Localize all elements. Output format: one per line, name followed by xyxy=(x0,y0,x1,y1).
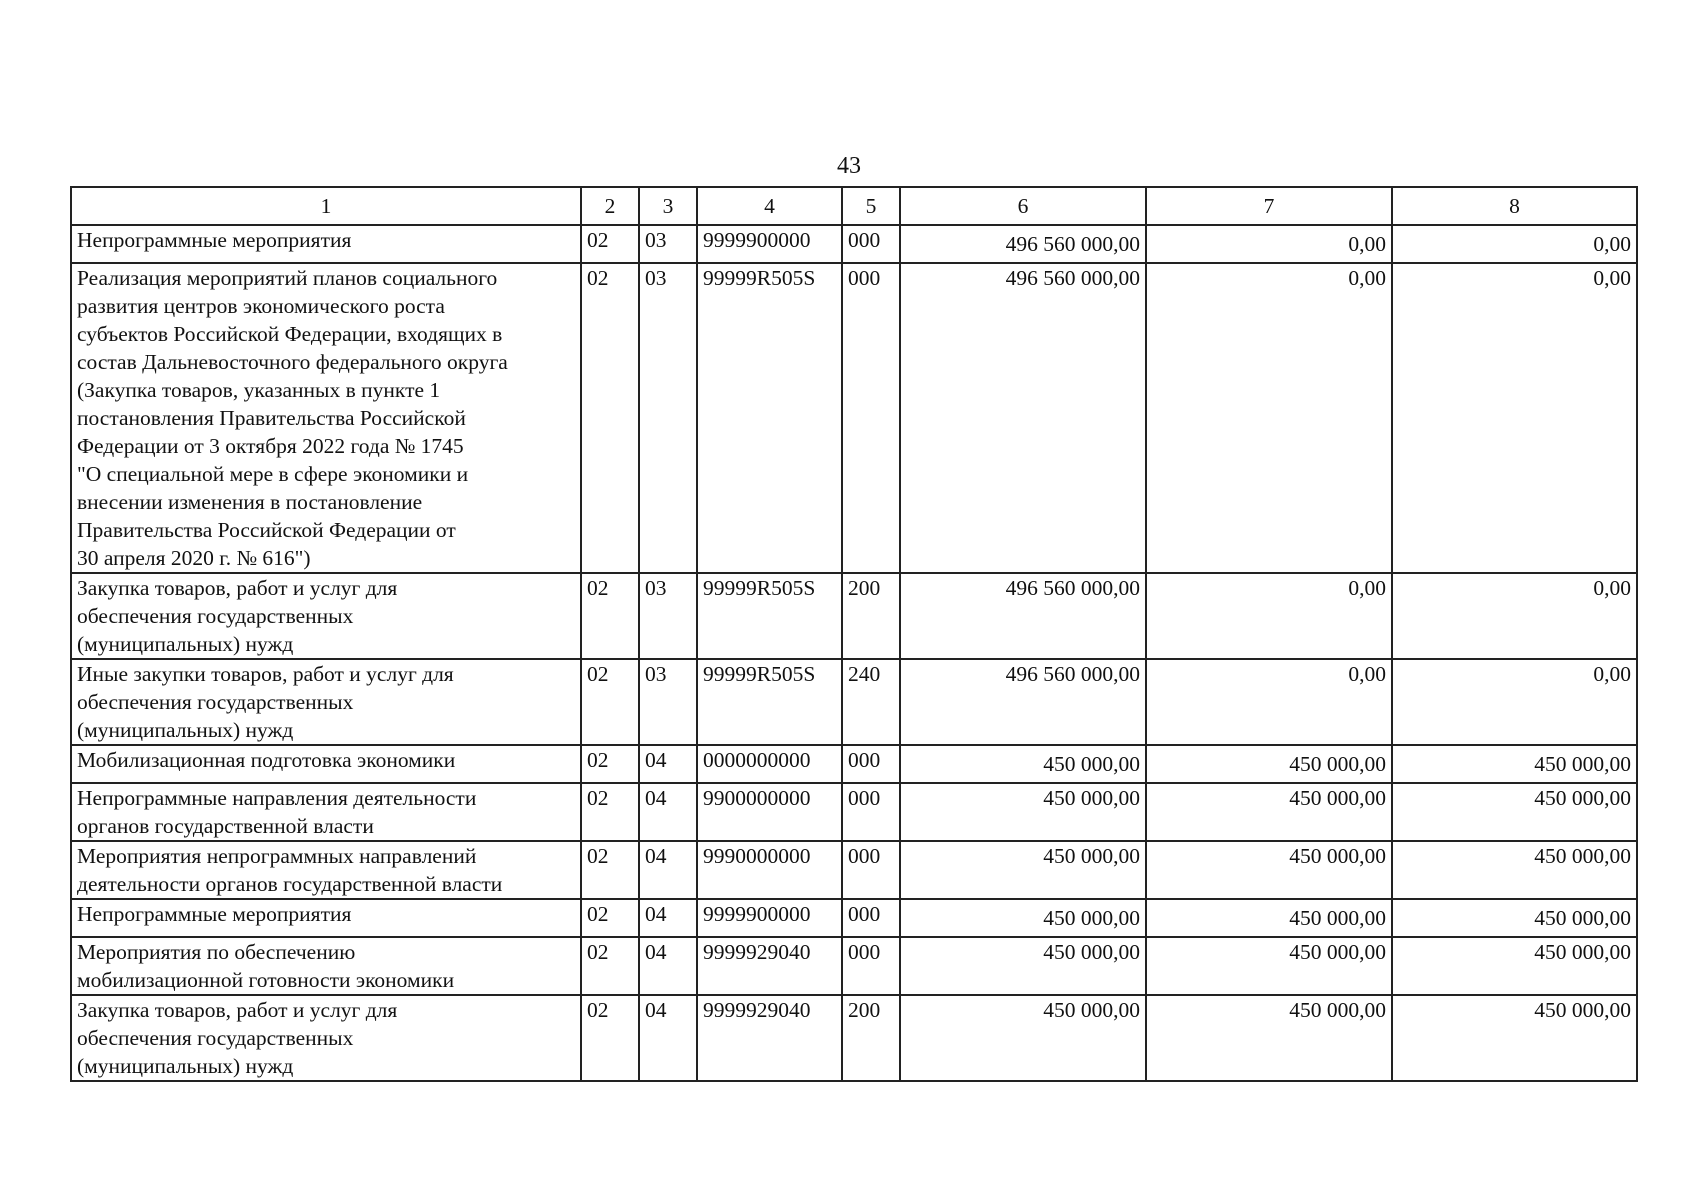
amount-col-8: 450 000,00 xyxy=(1392,783,1637,841)
target-article-code: 0000000000 xyxy=(697,745,842,783)
header-row xyxy=(71,187,1637,225)
amount-col-8: 450 000,00 xyxy=(1392,899,1637,937)
expense-type-code: 000 xyxy=(842,937,900,995)
row-description: Мобилизационная подготовка экономики xyxy=(71,745,581,783)
expense-type-code: 240 xyxy=(842,659,900,745)
amount-col-6: 496 560 000,00 xyxy=(900,573,1146,659)
row-description: Закупка товаров, работ и услуг для обеспечения государственных (муниципальных) нужд xyxy=(71,995,581,1081)
table-row xyxy=(71,745,1637,783)
column-header: 4 xyxy=(697,187,842,225)
section-code: 02 xyxy=(581,937,639,995)
amount-col-8: 450 000,00 xyxy=(1392,995,1637,1081)
budget-table xyxy=(70,186,1638,1082)
amount-col-8: 0,00 xyxy=(1392,573,1637,659)
amount-col-7: 0,00 xyxy=(1146,225,1392,263)
subsection-code: 03 xyxy=(639,659,697,745)
table-row xyxy=(71,573,1637,659)
target-article-code: 9999900000 xyxy=(697,899,842,937)
expense-type-code: 000 xyxy=(842,225,900,263)
subsection-code: 03 xyxy=(639,263,697,573)
target-article-code: 9999900000 xyxy=(697,225,842,263)
expense-type-code: 000 xyxy=(842,783,900,841)
amount-col-6: 496 560 000,00 xyxy=(900,659,1146,745)
section-code: 02 xyxy=(581,659,639,745)
row-description: Мероприятия по обеспечению мобилизационной готовности экономики xyxy=(71,937,581,995)
column-header: 1 xyxy=(71,187,581,225)
row-description: Реализация мероприятий планов социального развития центров экономического роста субъектов Российской Федерации, входящих в состав Дальневосточного федерального округа (Закупка товаров, указанных в пункте 1 постановления Правительства Российской Федерации от 3 октября 2022 года № 1745 "О специальной мере в сфере экономики и внесении изменения в постановление Правительства Российской Федерации от 30 апреля 2020 г. № 616") xyxy=(71,263,581,573)
target-article-code: 9999929040 xyxy=(697,995,842,1081)
amount-col-7: 450 000,00 xyxy=(1146,841,1392,899)
section-code: 02 xyxy=(581,573,639,659)
column-header: 5 xyxy=(842,187,900,225)
subsection-code: 03 xyxy=(639,225,697,263)
row-description: Мероприятия непрограммных направлений деятельности органов государственной власти xyxy=(71,841,581,899)
amount-col-6: 450 000,00 xyxy=(900,995,1146,1081)
table-row xyxy=(71,783,1637,841)
subsection-code: 04 xyxy=(639,841,697,899)
table-row xyxy=(71,841,1637,899)
expense-type-code: 200 xyxy=(842,573,900,659)
column-header: 3 xyxy=(639,187,697,225)
row-description: Непрограммные мероприятия xyxy=(71,225,581,263)
expense-type-code: 000 xyxy=(842,263,900,573)
row-description: Непрограммные направления деятельности органов государственной власти xyxy=(71,783,581,841)
target-article-code: 9900000000 xyxy=(697,783,842,841)
amount-col-6: 496 560 000,00 xyxy=(900,263,1146,573)
amount-col-7: 450 000,00 xyxy=(1146,899,1392,937)
subsection-code: 04 xyxy=(639,995,697,1081)
amount-col-6: 450 000,00 xyxy=(900,841,1146,899)
row-description: Закупка товаров, работ и услуг для обеспечения государственных (муниципальных) нужд xyxy=(71,573,581,659)
subsection-code: 04 xyxy=(639,899,697,937)
amount-col-7: 450 000,00 xyxy=(1146,995,1392,1081)
table-row xyxy=(71,263,1637,573)
target-article-code: 9999929040 xyxy=(697,937,842,995)
amount-col-8: 0,00 xyxy=(1392,263,1637,573)
amount-col-6: 450 000,00 xyxy=(900,899,1146,937)
column-header: 7 xyxy=(1146,187,1392,225)
amount-col-8: 450 000,00 xyxy=(1392,937,1637,995)
table-row xyxy=(71,225,1637,263)
section-code: 02 xyxy=(581,225,639,263)
row-description: Непрограммные мероприятия xyxy=(71,899,581,937)
amount-col-8: 0,00 xyxy=(1392,225,1637,263)
amount-col-6: 450 000,00 xyxy=(900,783,1146,841)
amount-col-8: 450 000,00 xyxy=(1392,745,1637,783)
amount-col-6: 496 560 000,00 xyxy=(900,225,1146,263)
expense-type-code: 000 xyxy=(842,841,900,899)
column-header: 6 xyxy=(900,187,1146,225)
section-code: 02 xyxy=(581,899,639,937)
subsection-code: 04 xyxy=(639,745,697,783)
subsection-code: 04 xyxy=(639,783,697,841)
table-row xyxy=(71,937,1637,995)
amount-col-7: 450 000,00 xyxy=(1146,937,1392,995)
section-code: 02 xyxy=(581,841,639,899)
section-code: 02 xyxy=(581,995,639,1081)
amount-col-7: 0,00 xyxy=(1146,659,1392,745)
target-article-code: 99999R505S xyxy=(697,659,842,745)
amount-col-6: 450 000,00 xyxy=(900,937,1146,995)
table-row xyxy=(71,659,1637,745)
section-code: 02 xyxy=(581,783,639,841)
target-article-code: 99999R505S xyxy=(697,573,842,659)
section-code: 02 xyxy=(581,263,639,573)
amount-col-7: 0,00 xyxy=(1146,573,1392,659)
amount-col-7: 450 000,00 xyxy=(1146,745,1392,783)
section-code: 02 xyxy=(581,745,639,783)
target-article-code: 9990000000 xyxy=(697,841,842,899)
subsection-code: 04 xyxy=(639,937,697,995)
table-row xyxy=(71,995,1637,1081)
subsection-code: 03 xyxy=(639,573,697,659)
page-number: 43 xyxy=(837,153,861,179)
column-header: 2 xyxy=(581,187,639,225)
amount-col-6: 450 000,00 xyxy=(900,745,1146,783)
column-header: 8 xyxy=(1392,187,1637,225)
expense-type-code: 000 xyxy=(842,899,900,937)
amount-col-8: 0,00 xyxy=(1392,659,1637,745)
amount-col-7: 450 000,00 xyxy=(1146,783,1392,841)
expense-type-code: 000 xyxy=(842,745,900,783)
target-article-code: 99999R505S xyxy=(697,263,842,573)
row-description: Иные закупки товаров, работ и услуг для обеспечения государственных (муниципальных) нужд xyxy=(71,659,581,745)
amount-col-8: 450 000,00 xyxy=(1392,841,1637,899)
table-row xyxy=(71,899,1637,937)
expense-type-code: 200 xyxy=(842,995,900,1081)
amount-col-7: 0,00 xyxy=(1146,263,1392,573)
